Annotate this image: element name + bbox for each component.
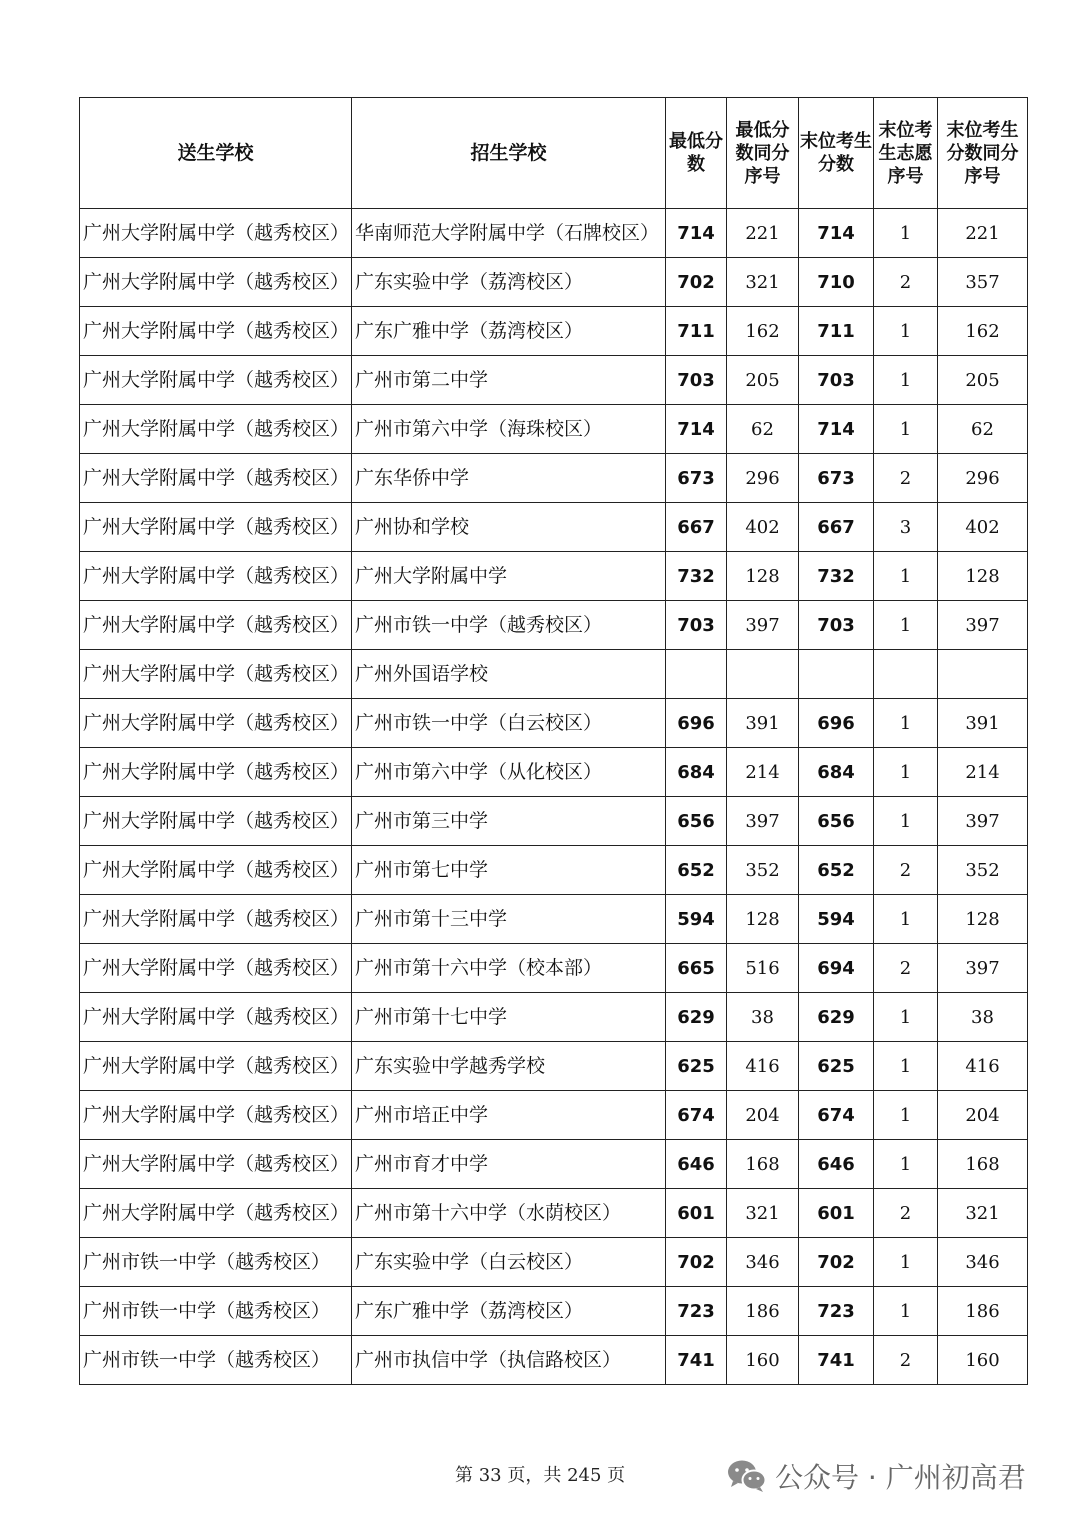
- cell-min-score-seq: 352: [727, 846, 799, 895]
- table-row: [80, 307, 1028, 356]
- cell-min-score: 714: [666, 405, 727, 454]
- cell-last-pref: 1: [874, 1287, 938, 1336]
- cell-last-score: 723: [799, 1287, 874, 1336]
- cell-last-pref: 1: [874, 1238, 938, 1287]
- table-row: [80, 552, 1028, 601]
- table-row: [80, 209, 1028, 258]
- cell-min-score-seq: 321: [727, 258, 799, 307]
- cell-min-score: 674: [666, 1091, 727, 1140]
- cell-last-score: 646: [799, 1140, 874, 1189]
- cell-min-score: 703: [666, 356, 727, 405]
- header-min-score: 最低分数: [666, 98, 727, 209]
- cell-recruit-school: 广州市第三中学: [352, 797, 666, 846]
- header-min-score-seq: 最低分数同分序号: [727, 98, 799, 209]
- cell-min-score-seq: 397: [727, 601, 799, 650]
- cell-last-pref: 1: [874, 797, 938, 846]
- cell-recruit-school: 广东实验中学（荔湾校区）: [352, 258, 666, 307]
- cell-last-seq: [938, 650, 1028, 699]
- cell-last-seq: 397: [938, 944, 1028, 993]
- cell-min-score-seq: 296: [727, 454, 799, 503]
- table-row: [80, 1140, 1028, 1189]
- cell-last-seq: 321: [938, 1189, 1028, 1238]
- cell-send-school: 广州大学附属中学（越秀校区）: [80, 650, 352, 699]
- cell-min-score-seq: 321: [727, 1189, 799, 1238]
- cell-last-seq: 346: [938, 1238, 1028, 1287]
- cell-min-score-seq: 62: [727, 405, 799, 454]
- cell-min-score-seq: 186: [727, 1287, 799, 1336]
- cell-send-school: 广州市铁一中学（越秀校区）: [80, 1287, 352, 1336]
- cell-last-seq: 204: [938, 1091, 1028, 1140]
- cell-send-school: 广州大学附属中学（越秀校区）: [80, 1140, 352, 1189]
- cell-min-score-seq: 516: [727, 944, 799, 993]
- header-row: [80, 98, 1028, 209]
- header-last-pref: 末位考生志愿序号: [874, 98, 938, 209]
- table-row: [80, 846, 1028, 895]
- cell-last-pref: 1: [874, 601, 938, 650]
- cell-min-score: 732: [666, 552, 727, 601]
- cell-min-score-seq: 205: [727, 356, 799, 405]
- cell-min-score-seq: 128: [727, 552, 799, 601]
- cell-recruit-school: 广州市第十六中学（水荫校区）: [352, 1189, 666, 1238]
- cell-last-seq: 168: [938, 1140, 1028, 1189]
- table-row: [80, 1091, 1028, 1140]
- cell-last-pref: 1: [874, 209, 938, 258]
- table-row: [80, 1189, 1028, 1238]
- cell-last-seq: 214: [938, 748, 1028, 797]
- cell-min-score-seq: 204: [727, 1091, 799, 1140]
- cell-min-score: 652: [666, 846, 727, 895]
- cell-min-score: 702: [666, 258, 727, 307]
- score-table: [79, 97, 1028, 1385]
- cell-last-seq: 397: [938, 601, 1028, 650]
- table-row: [80, 1042, 1028, 1091]
- cell-send-school: 广州大学附属中学（越秀校区）: [80, 699, 352, 748]
- cell-min-score-seq: 168: [727, 1140, 799, 1189]
- cell-last-score: 732: [799, 552, 874, 601]
- cell-recruit-school: 广东广雅中学（荔湾校区）: [352, 307, 666, 356]
- cell-min-score-seq: [727, 650, 799, 699]
- cell-min-score: 629: [666, 993, 727, 1042]
- cell-last-pref: 2: [874, 258, 938, 307]
- header-last-seq: 末位考生分数同分序号: [938, 98, 1028, 209]
- cell-last-score: 625: [799, 1042, 874, 1091]
- cell-recruit-school: 广州市第十六中学（校本部）: [352, 944, 666, 993]
- cell-send-school: 广州大学附属中学（越秀校区）: [80, 1091, 352, 1140]
- cell-min-score-seq: 402: [727, 503, 799, 552]
- cell-last-pref: 1: [874, 1140, 938, 1189]
- cell-last-pref: 1: [874, 307, 938, 356]
- cell-last-pref: 1: [874, 552, 938, 601]
- cell-last-score: 674: [799, 1091, 874, 1140]
- cell-send-school: 广州大学附属中学（越秀校区）: [80, 1189, 352, 1238]
- cell-recruit-school: 广州大学附属中学: [352, 552, 666, 601]
- table-row: [80, 454, 1028, 503]
- cell-last-pref: 1: [874, 1042, 938, 1091]
- cell-recruit-school: 广东实验中学（白云校区）: [352, 1238, 666, 1287]
- cell-last-score: 601: [799, 1189, 874, 1238]
- cell-recruit-school: 广东实验中学越秀学校: [352, 1042, 666, 1091]
- cell-send-school: 广州大学附属中学（越秀校区）: [80, 258, 352, 307]
- header-send-school: 送生学校: [80, 98, 352, 209]
- table-row: [80, 797, 1028, 846]
- cell-min-score-seq: 160: [727, 1336, 799, 1385]
- cell-last-seq: 416: [938, 1042, 1028, 1091]
- cell-last-pref: 2: [874, 846, 938, 895]
- table-row: [80, 1287, 1028, 1336]
- watermark: [727, 1456, 1026, 1496]
- header-recruit-school: 招生学校: [352, 98, 666, 209]
- cell-min-score-seq: 38: [727, 993, 799, 1042]
- cell-last-score: 694: [799, 944, 874, 993]
- cell-last-score: 711: [799, 307, 874, 356]
- cell-last-seq: 186: [938, 1287, 1028, 1336]
- cell-last-pref: [874, 650, 938, 699]
- cell-recruit-school: 广州市第六中学（海珠校区）: [352, 405, 666, 454]
- cell-send-school: 广州大学附属中学（越秀校区）: [80, 993, 352, 1042]
- cell-recruit-school: 广州市第十七中学: [352, 993, 666, 1042]
- table-row: [80, 993, 1028, 1042]
- cell-send-school: 广州市铁一中学（越秀校区）: [80, 1336, 352, 1385]
- cell-min-score-seq: 214: [727, 748, 799, 797]
- cell-min-score-seq: 397: [727, 797, 799, 846]
- cell-min-score: 601: [666, 1189, 727, 1238]
- cell-last-score: 594: [799, 895, 874, 944]
- table-row: [80, 601, 1028, 650]
- cell-recruit-school: 广州市第七中学: [352, 846, 666, 895]
- cell-last-score: [799, 650, 874, 699]
- cell-last-seq: 391: [938, 699, 1028, 748]
- cell-last-seq: 162: [938, 307, 1028, 356]
- cell-last-pref: 2: [874, 1336, 938, 1385]
- cell-min-score: 667: [666, 503, 727, 552]
- cell-last-seq: 128: [938, 552, 1028, 601]
- cell-recruit-school: 华南师范大学附属中学（石牌校区）: [352, 209, 666, 258]
- cell-last-score: 714: [799, 209, 874, 258]
- cell-last-seq: 221: [938, 209, 1028, 258]
- cell-last-seq: 352: [938, 846, 1028, 895]
- table-row: [80, 895, 1028, 944]
- cell-min-score: 696: [666, 699, 727, 748]
- cell-last-pref: 2: [874, 944, 938, 993]
- table-row: [80, 258, 1028, 307]
- table-row: [80, 405, 1028, 454]
- page-number: 第 33 页，共 245 页: [455, 1465, 626, 1486]
- cell-send-school: 广州市铁一中学（越秀校区）: [80, 1238, 352, 1287]
- cell-send-school: 广州大学附属中学（越秀校区）: [80, 846, 352, 895]
- cell-min-score-seq: 162: [727, 307, 799, 356]
- table-row: [80, 1336, 1028, 1385]
- cell-last-pref: 1: [874, 748, 938, 797]
- table-row: [80, 650, 1028, 699]
- cell-min-score: 703: [666, 601, 727, 650]
- cell-send-school: 广州大学附属中学（越秀校区）: [80, 405, 352, 454]
- cell-recruit-school: 广州外国语学校: [352, 650, 666, 699]
- cell-last-seq: 357: [938, 258, 1028, 307]
- table-row: [80, 944, 1028, 993]
- cell-last-pref: 1: [874, 356, 938, 405]
- cell-min-score-seq: 416: [727, 1042, 799, 1091]
- cell-last-score: 629: [799, 993, 874, 1042]
- cell-recruit-school: 广州市第六中学（从化校区）: [352, 748, 666, 797]
- cell-send-school: 广州大学附属中学（越秀校区）: [80, 356, 352, 405]
- cell-last-seq: 402: [938, 503, 1028, 552]
- cell-send-school: 广州大学附属中学（越秀校区）: [80, 307, 352, 356]
- cell-recruit-school: 广东华侨中学: [352, 454, 666, 503]
- cell-send-school: 广州大学附属中学（越秀校区）: [80, 944, 352, 993]
- cell-min-score: 714: [666, 209, 727, 258]
- cell-min-score: [666, 650, 727, 699]
- cell-last-pref: 2: [874, 454, 938, 503]
- table-row: [80, 1238, 1028, 1287]
- table-row: [80, 503, 1028, 552]
- cell-min-score-seq: 391: [727, 699, 799, 748]
- cell-send-school: 广州大学附属中学（越秀校区）: [80, 797, 352, 846]
- cell-recruit-school: 广州市铁一中学（白云校区）: [352, 699, 666, 748]
- cell-recruit-school: 广州市育才中学: [352, 1140, 666, 1189]
- cell-min-score: 702: [666, 1238, 727, 1287]
- cell-last-score: 710: [799, 258, 874, 307]
- cell-last-seq: 38: [938, 993, 1028, 1042]
- cell-min-score: 665: [666, 944, 727, 993]
- cell-min-score: 594: [666, 895, 727, 944]
- cell-send-school: 广州大学附属中学（越秀校区）: [80, 895, 352, 944]
- cell-min-score: 684: [666, 748, 727, 797]
- cell-last-score: 702: [799, 1238, 874, 1287]
- cell-min-score: 711: [666, 307, 727, 356]
- cell-min-score: 656: [666, 797, 727, 846]
- cell-last-score: 703: [799, 601, 874, 650]
- cell-min-score-seq: 221: [727, 209, 799, 258]
- table-row: [80, 748, 1028, 797]
- cell-recruit-school: 广州市培正中学: [352, 1091, 666, 1140]
- watermark-text: 公众号 · 广州初高君: [775, 1461, 1026, 1494]
- cell-send-school: 广州大学附属中学（越秀校区）: [80, 552, 352, 601]
- cell-recruit-school: 广东广雅中学（荔湾校区）: [352, 1287, 666, 1336]
- cell-min-score-seq: 346: [727, 1238, 799, 1287]
- cell-min-score: 741: [666, 1336, 727, 1385]
- cell-last-pref: 3: [874, 503, 938, 552]
- cell-recruit-school: 广州市执信中学（执信路校区）: [352, 1336, 666, 1385]
- cell-min-score: 646: [666, 1140, 727, 1189]
- cell-last-pref: 1: [874, 993, 938, 1042]
- cell-last-score: 673: [799, 454, 874, 503]
- table-body: [80, 209, 1028, 1385]
- cell-send-school: 广州大学附属中学（越秀校区）: [80, 748, 352, 797]
- cell-last-score: 656: [799, 797, 874, 846]
- cell-last-pref: 2: [874, 1189, 938, 1238]
- cell-last-score: 696: [799, 699, 874, 748]
- cell-last-seq: 205: [938, 356, 1028, 405]
- cell-last-score: 741: [799, 1336, 874, 1385]
- cell-min-score-seq: 128: [727, 895, 799, 944]
- cell-last-seq: 62: [938, 405, 1028, 454]
- cell-last-score: 714: [799, 405, 874, 454]
- header-last-score: 末位考生分数: [799, 98, 874, 209]
- cell-send-school: 广州大学附属中学（越秀校区）: [80, 454, 352, 503]
- cell-last-seq: 296: [938, 454, 1028, 503]
- cell-last-seq: 160: [938, 1336, 1028, 1385]
- cell-last-pref: 1: [874, 895, 938, 944]
- cell-recruit-school: 广州市第二中学: [352, 356, 666, 405]
- cell-last-score: 684: [799, 748, 874, 797]
- cell-last-seq: 397: [938, 797, 1028, 846]
- cell-send-school: 广州大学附属中学（越秀校区）: [80, 209, 352, 258]
- table-row: [80, 356, 1028, 405]
- cell-min-score: 625: [666, 1042, 727, 1091]
- cell-recruit-school: 广州市第十三中学: [352, 895, 666, 944]
- cell-last-pref: 1: [874, 405, 938, 454]
- cell-send-school: 广州大学附属中学（越秀校区）: [80, 601, 352, 650]
- cell-send-school: 广州大学附属中学（越秀校区）: [80, 503, 352, 552]
- table-row: [80, 699, 1028, 748]
- cell-last-score: 667: [799, 503, 874, 552]
- cell-min-score: 723: [666, 1287, 727, 1336]
- cell-last-pref: 1: [874, 699, 938, 748]
- cell-min-score: 673: [666, 454, 727, 503]
- cell-last-seq: 128: [938, 895, 1028, 944]
- wechat-icon: [727, 1459, 767, 1493]
- cell-last-pref: 1: [874, 1091, 938, 1140]
- cell-recruit-school: 广州市铁一中学（越秀校区）: [352, 601, 666, 650]
- cell-last-score: 703: [799, 356, 874, 405]
- cell-last-score: 652: [799, 846, 874, 895]
- cell-send-school: 广州大学附属中学（越秀校区）: [80, 1042, 352, 1091]
- cell-recruit-school: 广州协和学校: [352, 503, 666, 552]
